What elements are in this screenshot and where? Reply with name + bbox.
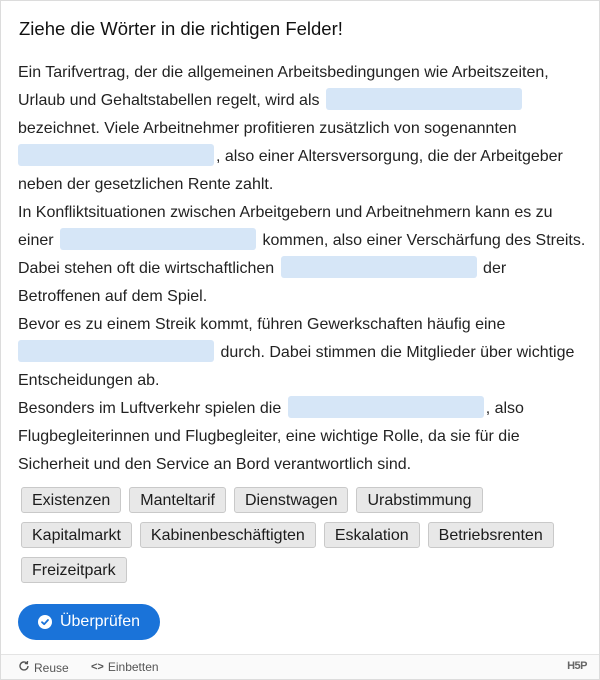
- h5p-logo: H5P: [567, 660, 587, 672]
- draggable-word[interactable]: Existenzen: [21, 487, 121, 513]
- text-segment: , also einer Altersversorgung, die der Arbeitgeber neben der gesetzlichen Rente zahlt.: [18, 148, 563, 193]
- text-segment: durch. Dabei stimmen die Mitglieder über wichtige Entscheidungen ab.: [18, 344, 575, 389]
- text-segment: Besonders im Luftverkehr spielen die: [18, 400, 282, 417]
- check-button-label: Überprüfen: [59, 613, 141, 630]
- check-button[interactable]: [18, 604, 160, 640]
- text-segment: kommen, also einer Verschärfung des Streits. Dabei stehen oft die wirtschaftlichen: [18, 232, 586, 277]
- embed-label: Einbetten: [107, 660, 159, 674]
- check-circle-icon: [38, 615, 52, 629]
- drop-zone-1[interactable]: [326, 88, 522, 110]
- text-segment: Ein Tarifvertrag, der die allgemeinen Arbeitsbedingungen wie Arbeitszeiten, Urlaub und Gehaltstabellen regelt, wird als: [18, 64, 549, 109]
- draggable-word[interactable]: Kabinenbeschäftigten: [140, 522, 316, 548]
- text-segment: In Konfliktsituationen zwischen Arbeitgebern und Arbeitnehmern kann es zu einer: [18, 204, 553, 249]
- draggable-word[interactable]: Eskalation: [324, 522, 420, 548]
- drop-zone-2[interactable]: [18, 144, 214, 166]
- drop-zone-3[interactable]: [60, 228, 256, 250]
- draggable-word[interactable]: Urabstimmung: [356, 487, 482, 513]
- draggable-word[interactable]: Kapitalmarkt: [21, 522, 132, 548]
- code-icon: <>: [91, 661, 104, 673]
- text-segment: bezeichnet. Viele Arbeitnehmer profitieren zusätzlich von sogenannten: [18, 120, 517, 137]
- reuse-label: Reuse: [34, 660, 69, 675]
- reuse-icon: [18, 660, 30, 675]
- cloze-text: [18, 59, 588, 479]
- reuse-link[interactable]: [18, 660, 69, 675]
- text-segment: der Betroffenen auf dem Spiel.: [18, 260, 507, 305]
- text-segment: , also Flugbegleiterinnen und Flugbegleiter, eine wichtige Rolle, da sie für die Sicherheit und den Service an Bord verantwortlich sind.: [18, 400, 524, 473]
- text-segment: Bevor es zu einem Streik kommt, führen Gewerkschaften häufig eine: [18, 316, 506, 333]
- embed-link[interactable]: [91, 660, 159, 674]
- drop-zone-4[interactable]: [281, 256, 477, 278]
- draggable-word[interactable]: Manteltarif: [129, 487, 226, 513]
- footer-bar: [1, 654, 599, 679]
- draggable-word[interactable]: Freizeitpark: [21, 557, 127, 583]
- draggable-word[interactable]: Dienstwagen: [234, 487, 349, 513]
- draggable-word[interactable]: Betriebsrenten: [428, 522, 554, 548]
- drop-zone-6[interactable]: [288, 396, 484, 418]
- draggable-words: [21, 487, 581, 583]
- task-title: Ziehe die Wörter in die richtigen Felder!: [19, 18, 343, 39]
- drop-zone-5[interactable]: [18, 340, 214, 362]
